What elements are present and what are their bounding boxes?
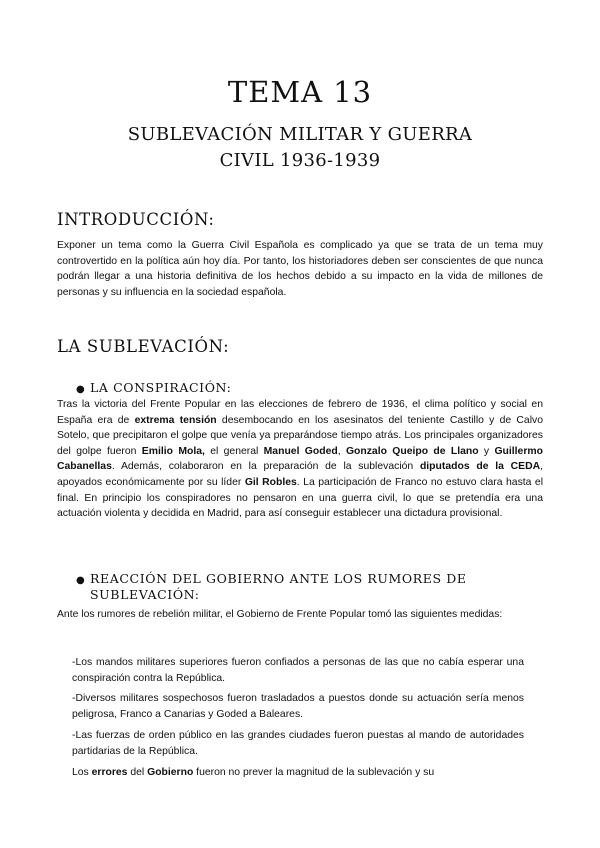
bold-term: extrema tensión	[134, 414, 217, 426]
subheading-conspiracion	[76, 380, 470, 398]
bold-term: errores	[91, 767, 128, 778]
reaccion-intro-paragraph	[57, 607, 543, 623]
reaccion-intro-text: Ante los rumores de rebelión militar, el Gobierno de Frente Popular tomó las siguientes medidas:	[57, 609, 503, 620]
bullet-icon: ●	[76, 384, 86, 395]
bullet-icon: ●	[76, 575, 86, 586]
subheading-text: REACCIÓN DEL GOBIERNO ANTE LOS RUMORES DE SUBLEVACIÓN:	[90, 571, 467, 602]
intro-text: Exponer un tema como la Guerra Civil Española es complicado ya que se trata de un tema muy controvertido en la política aún hoy día. Por tanto, los historiadores deben ser conscientes de que nunca podrán llegar a una historia definitiva de los hechos debido a su impacto en la vida de millones de personas y su influencia en la sociedad española.	[57, 240, 543, 298]
page-subtitle	[0, 122, 600, 174]
intro-paragraph	[57, 238, 543, 300]
bold-term: Manuel Goded	[263, 445, 338, 457]
page-title: TEMA 13	[227, 75, 373, 109]
measure-item	[72, 655, 524, 686]
errores-text: Los errores del Gobierno fueron no prever la magnitud de la sublevación y su	[72, 767, 435, 778]
subheading-reaccion	[76, 571, 470, 603]
subtitle-line-2: CIVIL 1936-1939	[219, 150, 381, 171]
measure-text: -Diversos militares sospechosos fueron trasladados a puestos donde su actuación sería menos peligrosa, Franco a Canarias y Goded a Baleares.	[72, 693, 524, 720]
bold-term: Gobierno	[147, 767, 194, 778]
subtitle-line-1: SUBLEVACIÓN MILITAR Y GUERRA	[127, 124, 473, 145]
measure-text: -Las fuerzas de orden público en las grandes ciudades fueron puestas al mando de autoridades partidarias de la República.	[72, 730, 524, 757]
bold-term: Gil Robles	[244, 476, 297, 488]
errores-paragraph	[72, 765, 524, 781]
heading-introduccion: INTRODUCCIÓN:	[57, 210, 215, 229]
bold-term: Guillermo Cabanellas	[57, 445, 543, 473]
conspiracion-paragraph	[57, 397, 543, 522]
heading-sublevacion: LA SUBLEVACIÓN:	[57, 337, 230, 356]
bold-term: Emilio Mola,	[141, 445, 205, 457]
measure-item	[72, 691, 524, 722]
conspiracion-text: Tras la victoria del Frente Popular en las elecciones de febrero de 1936, el clima político y social en España era de extrema tensión desembocando en los asesinatos del teniente Castillo y de Calvo Sotelo, que precipitaron el golpe que venía ya preparándose tiempo atrás. Los principales organizadores del golpe fueron Emilio Mola, el general Manuel Goded, Gonzalo Queipo de Llano y Guillermo Cabanellas. Además, colaboraron en la preparación de la sublevación diputados de la CEDA, apoyados económicamente por su líder Gil Robles. La participación de Franco no estuvo clara hasta el final. En principio los conspiradores no pensaron en una guerra civil, lo que se pretendía era una actuación violenta y decidida en Madrid, para así conseguir establecer una dictadura provisional.	[57, 399, 543, 520]
subheading-text: LA CONSPIRACIÓN:	[90, 380, 232, 395]
bold-term: Gonzalo Queipo de Llano	[345, 445, 479, 457]
measure-text: -Los mandos militares superiores fueron confiados a personas de las que no cabía esperar una conspiración contra la República.	[72, 657, 524, 684]
bold-term: diputados de la CEDA	[419, 461, 541, 473]
measure-item	[72, 728, 524, 759]
